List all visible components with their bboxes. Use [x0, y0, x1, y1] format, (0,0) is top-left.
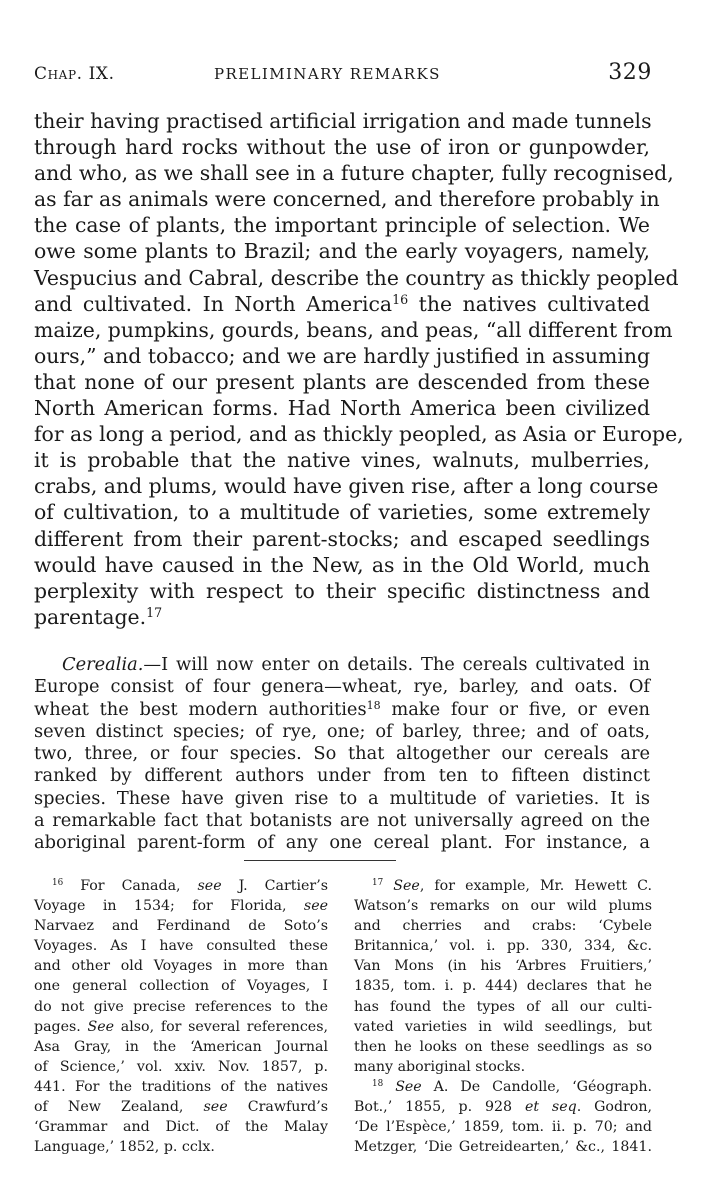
footnote-line: do not give precise references to the: [34, 998, 328, 1015]
text-line: their having practised artificial irrigation and made tunnels: [34, 109, 652, 133]
see-italic: See: [87, 1018, 115, 1035]
main-paragraph: [34, 108, 684, 630]
footnote-divider: [244, 860, 396, 861]
text-run: For Canada,: [63, 878, 198, 894]
footnote-ref-17[interactable]: 17: [146, 604, 163, 620]
footnote-line: many aboriginal stocks.: [354, 1058, 526, 1075]
text-run: Crawfurd’s: [227, 1099, 329, 1116]
text-line: maize, pumpkins, gourds, beans, and peas, “all different from: [34, 317, 673, 342]
text-run: , for example, Mr. Hewett C.: [419, 878, 652, 894]
footnote-ref-18[interactable]: 18: [366, 698, 381, 712]
et-seq-italic: et seq: [524, 1099, 577, 1116]
text-run: parentage.: [34, 604, 147, 629]
page-number: 329: [608, 60, 652, 85]
see-italic: see: [197, 878, 222, 894]
text-line: different from their parent-stocks; and escaped seedlings: [34, 526, 650, 551]
text-run: also, for several references,: [114, 1018, 328, 1035]
footnote-line: [354, 1097, 652, 1117]
text-line: seven distinct species; of rye, one; of barley, three; and of oats,: [34, 720, 650, 742]
footnote-line: Watson’s remarks on our wild plums: [354, 898, 652, 915]
see-italic: See: [395, 1078, 422, 1095]
footnote-line: and other old Voyages in more than: [34, 958, 328, 975]
text-run: pages.: [34, 1018, 88, 1035]
text-line: ours,” and tobacco; and we are hardly justified in assuming: [34, 343, 651, 368]
see-italic: see: [203, 1099, 228, 1116]
footnote-marker-18: 18: [372, 1079, 384, 1090]
text-line: Europe consist of four genera—wheat, rye, barley, and oats. Of: [34, 676, 650, 698]
footnote-line: ‘De l’Espèce,’ 1859, tom. ii. p. 70; and: [354, 1119, 652, 1136]
text-run: A. De Candolle, ‘Géograph.: [421, 1078, 652, 1095]
section-heading: Cerealia.: [62, 654, 144, 675]
footnote-line: then he looks on these seedlings as so: [354, 1038, 652, 1055]
text-line: two, three, or four species. So that altogether our cereals are: [34, 743, 650, 765]
footnote-line: Voyages. As I have consulted these: [34, 938, 328, 955]
text-line: of cultivation, to a multitude of varieties, some extremely: [34, 500, 650, 525]
footnote-line: [34, 876, 328, 896]
footnote-line: [34, 1017, 328, 1037]
text-run: Bot.,’ 1855, p. 928: [354, 1099, 525, 1116]
footnote-line: Narvaez and Ferdinand de Soto’s: [34, 918, 328, 935]
text-line: that none of our present plants are descended from these: [34, 369, 650, 394]
text-run: of New Zealand,: [34, 1099, 204, 1116]
text-line: [34, 654, 650, 676]
text-run: make four or five, or even: [380, 698, 651, 720]
text-run: —I will now enter on details. The cereals cultivated in: [143, 654, 650, 675]
text-line: [34, 604, 650, 630]
text-run: wheat the best modern authorities: [34, 698, 367, 720]
see-italic: See: [393, 878, 420, 894]
text-line: crabs, and plums, would have given rise, after a long course: [34, 474, 659, 499]
cerealia-paragraph: [34, 654, 650, 855]
footnote-line: 441. For the traditions of the natives: [34, 1078, 328, 1095]
text-line: and who, as we shall see in a future chapter, fully recognised,: [34, 161, 674, 186]
text-line: through hard rocks without the use of iron or gunpowder,: [34, 135, 650, 160]
footnote-line: Van Mons (in his ‘Arbres Fruitiers,’: [354, 958, 652, 975]
footnote-line: Language,’ 1852, p. cclx.: [34, 1139, 215, 1156]
text-line: would have caused in the New, as in the Old World, much: [34, 552, 650, 577]
footnote-line: 1835, tom. i. p. 444) declares that he: [354, 978, 652, 995]
text-line: species. These have given rise to a multitude of varieties. It is: [34, 787, 650, 809]
text-run: J. Cartier’s: [221, 878, 328, 894]
footnote-line: [354, 1077, 652, 1097]
footnote-line: and cherries and crabs: ‘Cybele: [354, 918, 652, 935]
footnote-line: ‘Grammar and Dict. of the Malay: [34, 1119, 328, 1136]
footnote-ref-16[interactable]: 16: [392, 291, 409, 307]
footnote-line: Asa Gray, in the ‘American Journal: [34, 1038, 328, 1055]
running-title: PRELIMINARY REMARKS: [214, 65, 441, 83]
text-line: perplexity with respect to their specific distinctness and: [34, 578, 650, 603]
text-line: [34, 699, 650, 721]
footnote-line: [354, 876, 652, 896]
text-run: and cultivated. In North America: [34, 291, 393, 316]
text-line: for as long a period, and as thickly peopled, as Asia or Europe,: [34, 422, 684, 447]
text-run: . Godron,: [576, 1099, 652, 1116]
footnote-line: Metzger, ‘Die Getreidearten,’ &c., 1841.: [354, 1139, 652, 1156]
see-italic: see: [303, 898, 328, 915]
footnote-line: has found the types of all our culti-: [354, 998, 652, 1015]
text-line: [34, 291, 650, 317]
text-run: Voyage in 1534; for Florida,: [34, 898, 304, 915]
footnotes-left-column: [34, 876, 328, 1157]
text-run: the natives cultivated: [408, 291, 650, 316]
footnote-line: one general collection of Voyages, I: [34, 978, 328, 995]
text-line: as far as animals were concerned, and therefore probably in: [34, 187, 660, 212]
footnote-marker-17: 17: [372, 878, 384, 889]
text-line: a remarkable fact that botanists are not universally agreed on the: [34, 810, 650, 832]
text-line: aboriginal parent-form of any one cereal plant. For instance, a: [34, 832, 650, 854]
running-head: [34, 62, 652, 88]
text-line: Vespucius and Cabral, describe the country as thickly peopled: [34, 265, 679, 290]
footnote-line: [34, 1097, 328, 1117]
footnote-line: [34, 896, 328, 916]
text-line: owe some plants to Brazil; and the early voyagers, namely,: [34, 239, 650, 264]
footnote-line: of Science,’ vol. xxiv. Nov. 1857, p.: [34, 1058, 328, 1075]
footnote-line: vated varieties in wild seedlings, but: [354, 1018, 652, 1035]
chapter-label: Chap. IX.: [34, 64, 115, 84]
text-line: ranked by different authors under from ten to fifteen distinct: [34, 765, 650, 787]
text-line: the case of plants, the important principle of selection. We: [34, 213, 650, 238]
footnote-line: Britannica,’ vol. i. pp. 330, 334, &c.: [354, 938, 652, 955]
footnotes-right-column: [354, 876, 652, 1157]
text-line: North American forms. Had North America been civilized: [34, 396, 650, 421]
text-line: it is probable that the native vines, walnuts, mulberries,: [34, 448, 650, 473]
footnote-marker-16: 16: [52, 878, 64, 889]
